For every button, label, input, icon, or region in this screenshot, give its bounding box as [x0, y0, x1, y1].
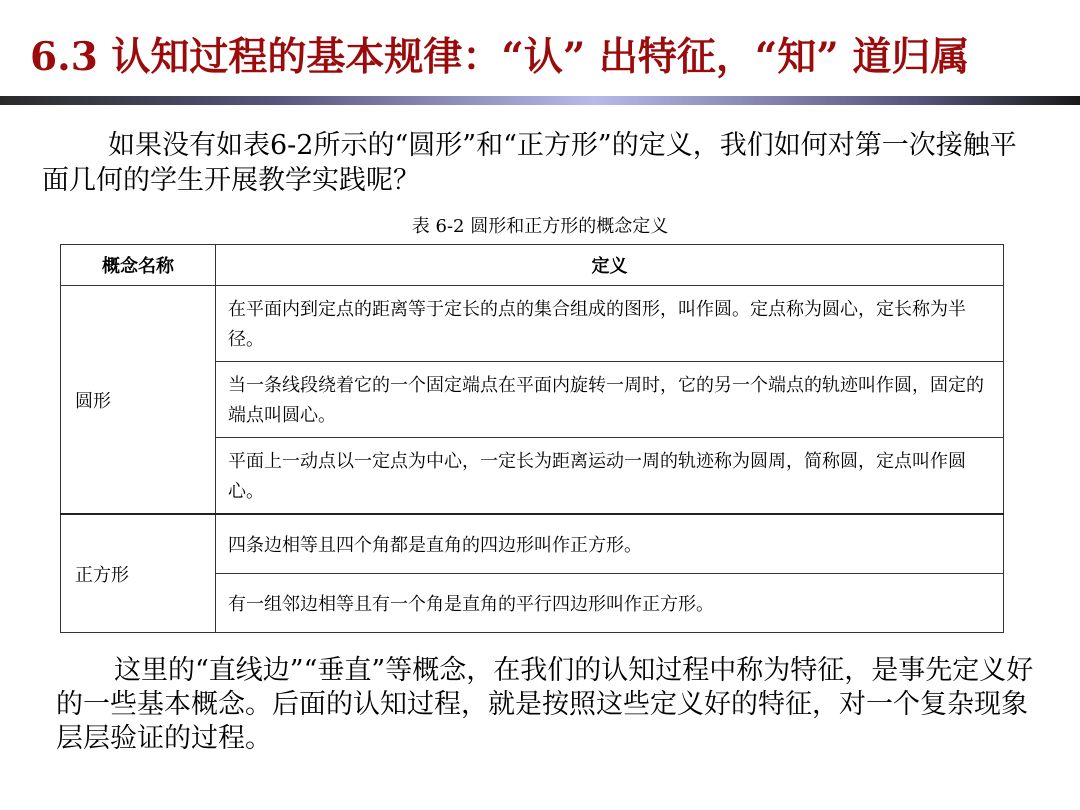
table-row	[61, 514, 1004, 574]
definition-cell: 平面上一动点以一定点为中心，一定长为距离运动一周的轨迹称为圆周，简称圆，定点叫作圆心。	[216, 438, 1004, 515]
concept-name-square: 正方形	[61, 514, 216, 633]
definition-cell: 在平面内到定点的距离等于定长的点的集合组成的图形，叫作圆。定点称为圆心，定长称为半径。	[216, 286, 1004, 362]
intro-paragraph: 如果没有如表6-2所示的“圆形”和“正方形”的定义，我们如何对第一次接触平面几何的学生开展教学实践呢？	[42, 130, 1017, 196]
title-divider-bar	[0, 96, 1080, 105]
definition-cell: 有一组邻边相等且有一个角是直角的平行四边形叫作正方形。	[216, 574, 1004, 633]
table-caption: 表 6-2 圆形和正方形的概念定义	[411, 216, 669, 237]
header-definition: 定义	[216, 245, 1004, 286]
definition-cell: 四条边相等且四个角都是直角的四边形叫作正方形。	[216, 514, 1004, 574]
concept-name-circle: 圆形	[61, 286, 216, 515]
closing-paragraph: 这里的“直线边”“垂直”等概念，在我们的认知过程中称为特征，是事先定义好的一些基本概念。后面的认知过程，就是按照这些定义好的特征，对一个复杂现象层层验证的过程。	[56, 655, 1034, 754]
slide-title: 6.3 认知过程的基本规律：“认” 出特征，“知” 道归属	[30, 34, 970, 80]
header-concept-name: 概念名称	[61, 245, 216, 286]
concept-definition-table	[60, 244, 1004, 633]
table-header-row	[61, 245, 1004, 286]
definition-cell: 当一条线段绕着它的一个固定端点在平面内旋转一周时，它的另一个端点的轨迹叫作圆，固定的端点叫圆心。	[216, 362, 1004, 438]
table-row	[61, 286, 1004, 362]
